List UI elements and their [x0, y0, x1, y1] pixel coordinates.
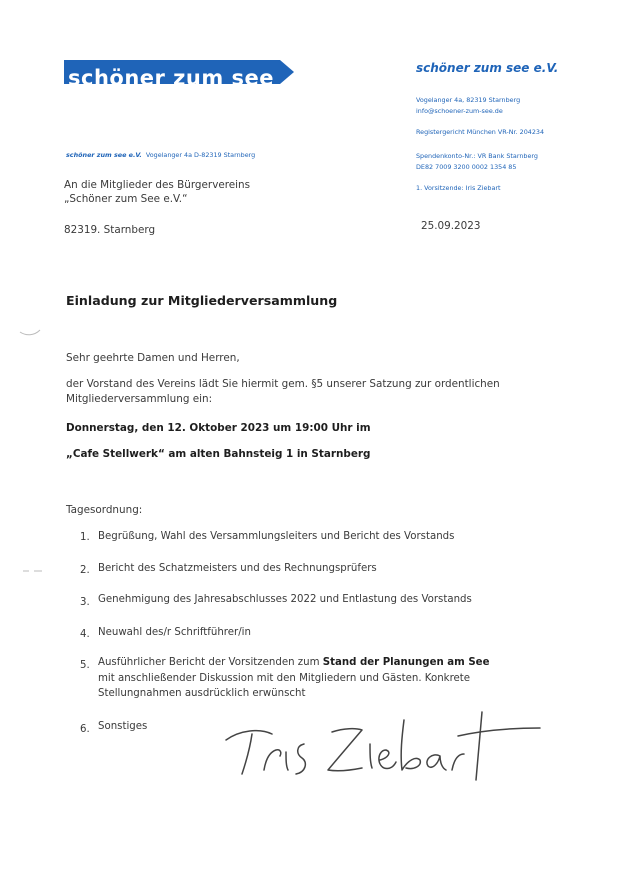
agenda-item-text: Begrüßung, Wahl des Versammlungsleiters und Bericht des Vorstands	[98, 531, 455, 542]
org-register: Registergericht München VR-Nr. 204234	[416, 128, 545, 136]
org-email: info@schoener-zum-see.de	[416, 107, 503, 115]
agenda-item-text-line3: Stellungnahmen ausdrücklich erwünscht	[98, 688, 306, 699]
agenda-item-highlight: Stand der Planungen am See	[322, 657, 490, 668]
org-iban: DE82 7009 3200 0002 1354 85	[416, 163, 517, 171]
agenda-item-number: 1.	[80, 532, 90, 543]
org-name: schöner zum see e.V.	[416, 61, 559, 75]
handwritten-signature	[220, 700, 550, 790]
recipient-line2: „Schöner zum See e.V.“	[64, 193, 188, 205]
scan-mark	[22, 568, 44, 574]
agenda-item-number: 6.	[80, 724, 90, 735]
agenda-heading: Tagesordnung:	[66, 504, 143, 516]
scan-mark	[18, 320, 42, 338]
logo-text: schöner zum see	[68, 66, 275, 84]
intro-line2: Mitgliederversammlung ein:	[66, 393, 213, 405]
agenda-item-text-line2: mit anschließender Diskussion mit den Mitgliedern und Gästen. Konkrete	[98, 673, 471, 684]
org-chair: 1. Vorsitzende: Iris Ziebart	[416, 184, 501, 192]
sender-address: Vogelanger 4a D-82319 Starnberg	[145, 151, 256, 159]
recipient-line1: An die Mitglieder des Bürgervereins	[64, 179, 251, 191]
sender-org: schöner zum see e.V.	[66, 151, 142, 159]
org-address: Vogelanger 4a, 82319 Starnberg	[416, 96, 521, 104]
event-where: „Cafe Stellwerk“ am alten Bahnsteig 1 in Starnberg	[66, 448, 371, 460]
agenda-item-text-part: Ausführlicher Bericht der Vorsitzenden zum	[98, 657, 323, 668]
intro-line1: der Vorstand des Vereins lädt Sie hiermit gem. §5 unserer Satzung zur ordentlichen	[66, 378, 500, 390]
agenda-item-number: 3.	[80, 597, 90, 608]
recipient-city: 82319. Starnberg	[64, 224, 156, 236]
agenda-item-text	[98, 655, 490, 670]
agenda-item-text: Neuwahl des/r Schriftführer/in	[98, 627, 251, 638]
letter-subject: Einladung zur Mitgliederversammlung	[66, 293, 338, 308]
letter-date: 25.09.2023	[421, 220, 481, 232]
agenda-item-number: 2.	[80, 565, 90, 576]
org-bank: Spendenkonto-Nr.: VR Bank Starnberg	[416, 152, 538, 160]
agenda-item-text: Sonstiges	[98, 721, 148, 732]
logo-banner	[64, 60, 294, 84]
agenda-item-text: Bericht des Schatzmeisters und des Rechnungsprüfers	[98, 563, 377, 574]
sender-line	[66, 151, 255, 159]
agenda-item-number: 5.	[80, 660, 90, 671]
agenda-item-number: 4.	[80, 629, 90, 640]
agenda-item-text: Genehmigung des Jahresabschlusses 2022 und Entlastung des Vorstands	[98, 594, 472, 605]
event-when: Donnerstag, den 12. Oktober 2023 um 19:00 Uhr im	[66, 422, 371, 434]
salutation: Sehr geehrte Damen und Herren,	[66, 352, 240, 364]
